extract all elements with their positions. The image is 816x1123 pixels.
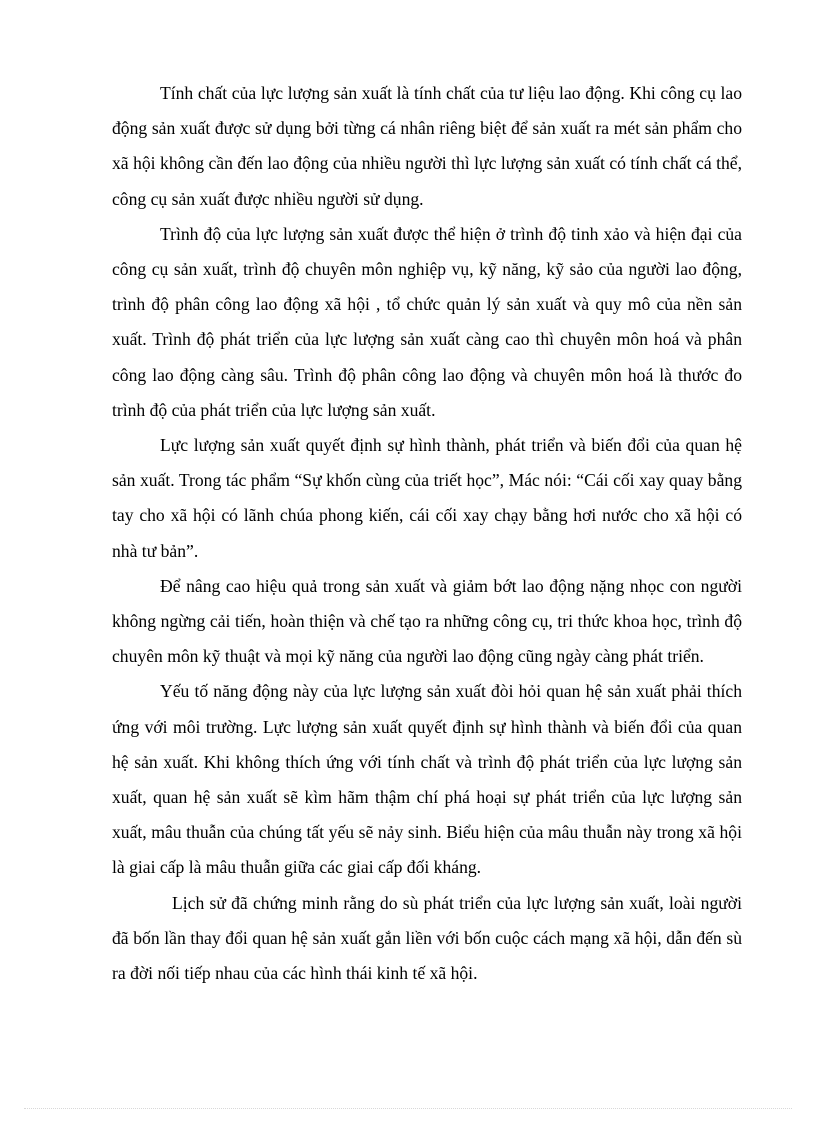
paragraph-2: Trình độ của lực lượng sản xuất được thể hiện ở trình độ tinh xảo và hiện đại của công cụ sản xuất, trình độ chuyên môn nghiệp vụ, kỹ năng, kỹ sảo của người lao động, trình độ phân công lao động xã hội , tổ chức quản lý sản xuất và quy mô của nền sản xuất. Trình độ phát triển của lực lượng sản xuất càng cao thì chuyên môn hoá và phân công lao động càng sâu. Trình độ phân công lao động và chuyên môn hoá là thước đo trình độ của phát triển của lực lượng sản xuất. xyxy=(112,223,742,420)
paragraph-4: Để nâng cao hiệu quả trong sản xuất và giảm bớt lao động nặng nhọc con người không ngừng cải tiến, hoàn thiện và chế tạo ra những công cụ, tri thức khoa học, trình độ chuyên môn kỹ thuật và mọi kỹ năng của người lao động cũng ngày càng phát triển. xyxy=(112,575,742,667)
paragraph-6: Lịch sử đã chứng minh rằng do sù phát triển của lực lượng sản xuất, loài người đã bốn lần thay đổi quan hệ sản xuất gắn liền với bốn cuộc cách mạng xã hội, dẫn đến sù ra đời nối tiếp nhau của các hình thái kinh tế xã hội. xyxy=(112,892,742,984)
paragraph-3: Lực lượng sản xuất quyết định sự hình thành, phát triển và biến đổi của quan hệ sản xuất. Trong tác phẩm “Sự khốn cùng của triết học”, Mác nói: “Cái cối xay quay bằng tay cho xã hội có lãnh chúa phong kiến, cái cối xay chạy bằng hơi nước cho xã hội có nhà tư bản”. xyxy=(112,435,742,561)
paragraph-1: Tính chất của lực lượng sản xuất là tính chất của tư liệu lao động. Khi công cụ lao động sản xuất được sử dụng bởi từng cá nhân riêng biệt để sản xuất ra mét sản phẩm cho xã hội không cần đến lao động của nhiều người thì lực lượng sản xuất có tính chất cá thể, công cụ sản xuất được nhiều người sử dụng. xyxy=(112,83,742,209)
paragraph-5: Yếu tố năng động này của lực lượng sản xuất đòi hỏi quan hệ sản xuất phải thích ứng với môi trường. Lực lượng sản xuất quyết định sự hình thành và biến đổi của quan hệ sản xuất. Khi không thích ứng với tính chất và trình độ phát triển của lực lượng sản xuất, quan hệ sản xuất sẽ kìm hãm thậm chí phá hoại sự phát triển của lực lượng sản xuất, mâu thuẫn của chúng tất yếu sẽ nảy sinh. Biểu hiện của mâu thuẫn này trong xã hội là giai cấp là mâu thuẫn giữa các giai cấp đối kháng. xyxy=(112,681,742,878)
page-bottom-divider xyxy=(24,1108,792,1109)
document-page xyxy=(112,76,742,991)
